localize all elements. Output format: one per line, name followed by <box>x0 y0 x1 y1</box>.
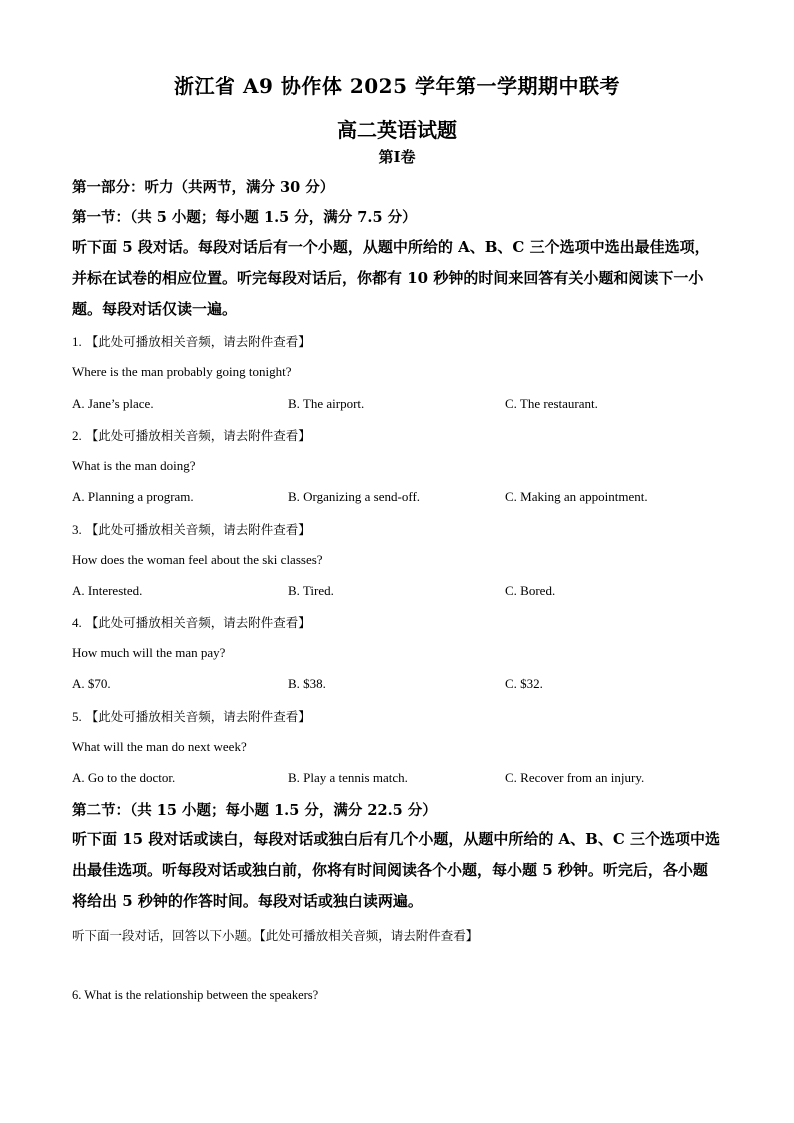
option-c: C. Making an appointment. <box>505 489 648 504</box>
option-c: C. $32. <box>505 676 543 691</box>
option-c: C. The restaurant. <box>505 396 598 411</box>
option-a: A. Go to the doctor. <box>72 770 176 785</box>
audio-link-text: 【此处可播放相关音频，请去附件查看】 <box>85 334 311 349</box>
section1-heading: 第一节：（共 5 小题；每小题 1.5 分，满分 7.5 分） <box>72 209 417 226</box>
section2-prompt[interactable]: 听下面一段对话，回答以下小题。【此处可播放相关音频，请去附件查看】 <box>72 928 479 943</box>
option-b: B. $38. <box>288 676 326 691</box>
part1-heading: 第一部分：听力（共两节，满分 30 分） <box>72 179 335 196</box>
option-b: B. Tired. <box>288 583 334 598</box>
option-b: B. Organizing a send-off. <box>288 489 421 504</box>
audio-placeholder[interactable] <box>72 520 311 538</box>
question-text: What is the man doing? <box>72 458 196 473</box>
question-6-text: 6. What is the relationship between the speakers? <box>72 988 319 1002</box>
audio-placeholder[interactable] <box>72 426 311 444</box>
question-number: 4. <box>72 615 82 630</box>
option-c: C. Bored. <box>505 583 556 598</box>
audio-link-text: 【此处可播放相关音频，请去附件查看】 <box>85 709 311 724</box>
exam-title: 浙江省 A9 协作体 2025 学年第一学期期中联考 <box>174 74 620 98</box>
section2-heading: 第二节：（共 15 小题；每小题 1.5 分，满分 22.5 分） <box>72 802 437 819</box>
question-text: How does the woman feel about the ski classes? <box>72 552 323 567</box>
question-number: 2. <box>72 428 82 443</box>
audio-link-text: 【此处可播放相关音频，请去附件查看】 <box>85 522 311 537</box>
option-b: B. Play a tennis match. <box>288 770 408 785</box>
audio-placeholder[interactable] <box>72 613 311 631</box>
option-a: A. Jane’s place. <box>72 396 154 411</box>
option-c: C. Recover from an injury. <box>505 770 645 785</box>
option-b: B. The airport. <box>288 396 365 411</box>
section2-instruction: 听下面 15 段对话或读白，每段对话或独白后有几个小题，从题中所给的 A、B、C 三个选项中选出最佳选项。听每段对话或独白前，你将有时间阅读各个小题，每小题 5 秒钟。听完后，各小题将给出 5 秒钟的作答时间。每段对话或独白读两遍。 <box>72 830 721 910</box>
option-a: A. $70. <box>72 676 111 691</box>
option-a: A. Planning a program. <box>72 489 194 504</box>
option-a: A. Interested. <box>72 583 143 598</box>
question-text: How much will the man pay? <box>72 645 226 660</box>
question-text: What will the man do next week? <box>72 739 247 754</box>
question-number: 3. <box>72 522 82 537</box>
audio-link-text: 【此处可播放相关音频，请去附件查看】 <box>85 615 311 630</box>
audio-link-text: 【此处可播放相关音频，请去附件查看】 <box>85 428 311 443</box>
section1-instruction: 听下面 5 段对话。每段对话后有一个小题，从题中所给的 A、B、C 三个选项中选出最佳选项，并标在试卷的相应位置。听完每段对话后，你都有 10 秒钟的时间来回答有关小题和阅读下一小题。每段对话仅读一遍。 <box>72 238 710 318</box>
question-number: 1. <box>72 334 82 349</box>
question-text: Where is the man probably going tonight? <box>72 364 292 379</box>
audio-placeholder[interactable] <box>72 332 311 350</box>
volume-label: 第Ⅰ卷 <box>378 148 416 166</box>
exam-subtitle: 高二英语试题 <box>337 118 457 142</box>
question-number: 5. <box>72 709 82 724</box>
audio-placeholder[interactable] <box>72 707 311 725</box>
